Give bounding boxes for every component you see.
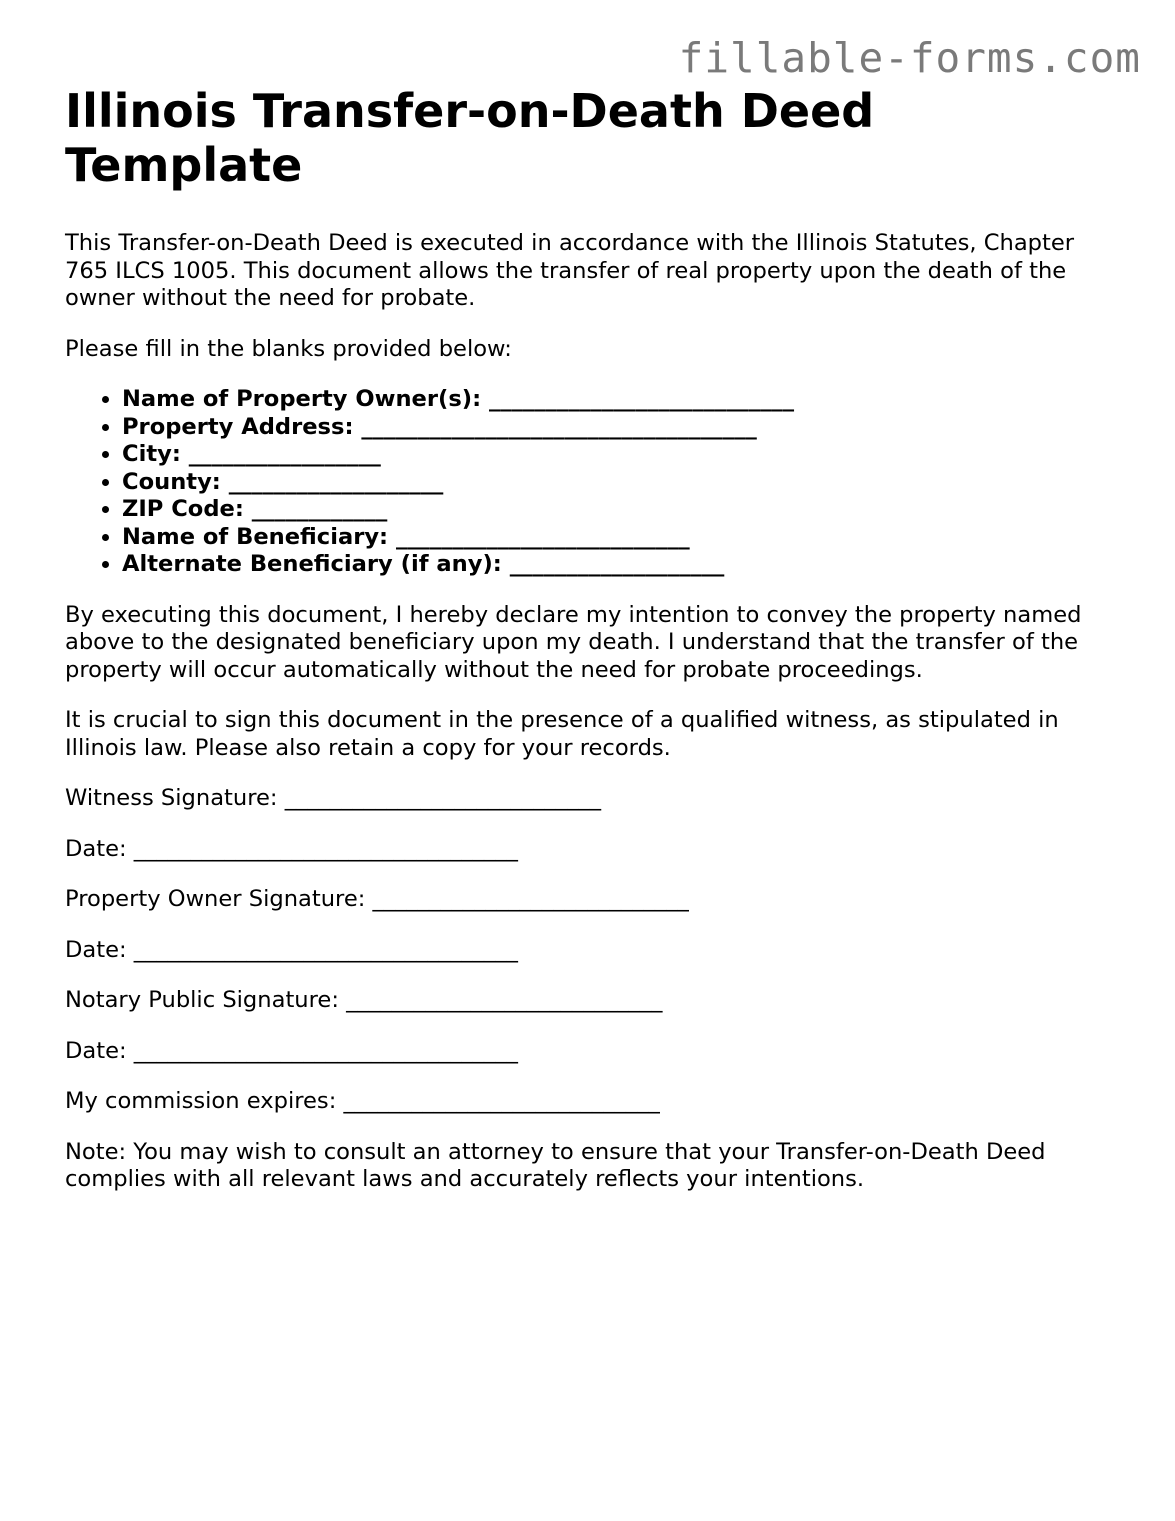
notary-date-line[interactable]: Date: __________________________________ (65, 1037, 518, 1064)
field-owner-name[interactable]: • Name of Property Owner(s): ___________________________ (122, 386, 1115, 414)
attorney-note: Note: You may wish to consult an attorney to ensure that your Transfer-on-Death Deed complies with all relevant laws and accurately reflects your intentions. (65, 1138, 1046, 1192)
field-alternate-beneficiary[interactable]: • Alternate Beneficiary (if any): ___________________ (122, 551, 1115, 579)
fill-instructions: Please fill in the blanks provided below: (65, 335, 512, 362)
owner-signature-line[interactable]: Property Owner Signature: ____________________________ (65, 886, 689, 912)
witness-instructions: It is crucial to sign this document in the presence of a qualified witness, as stipulated in Illinois law. Please also retain a copy for your records. (65, 707, 1059, 761)
witness-signature-line[interactable]: Witness Signature: ____________________________ (65, 785, 602, 811)
fields-list (65, 386, 1115, 579)
watermark-text: fillable-forms.com (678, 34, 1141, 82)
notary-signature-line[interactable]: Notary Public Signature: ____________________________ (65, 987, 663, 1013)
field-beneficiary[interactable]: • Name of Beneficiary: __________________________ (122, 524, 1115, 552)
field-zip-code[interactable]: • ZIP Code: ____________ (122, 496, 1115, 524)
witness-date-line[interactable]: Date: __________________________________ (65, 835, 518, 862)
field-county[interactable]: • County: ___________________ (122, 469, 1115, 497)
field-city[interactable]: • City: _________________ (122, 441, 1115, 469)
commission-expires-line[interactable]: My commission expires: ____________________________ (65, 1088, 660, 1114)
document-title: Illinois Transfer-on-Death Deed Template (65, 84, 875, 192)
declaration-paragraph: By executing this document, I hereby declare my intention to convey the property named above to the designated beneficiary upon my death. I understand that the transfer of the property will occur automatically without the need for probate proceedings. (65, 601, 1082, 683)
intro-paragraph: This Transfer-on-Death Deed is executed in accordance with the Illinois Statutes, Chapter 765 ILCS 1005. This document allows the transfer of real property upon the death of the owner without the need for probate. (65, 230, 1075, 311)
document-body (65, 84, 1115, 1194)
field-property-address[interactable]: • Property Address: ___________________________________ (122, 414, 1115, 442)
owner-date-line[interactable]: Date: __________________________________ (65, 936, 518, 963)
